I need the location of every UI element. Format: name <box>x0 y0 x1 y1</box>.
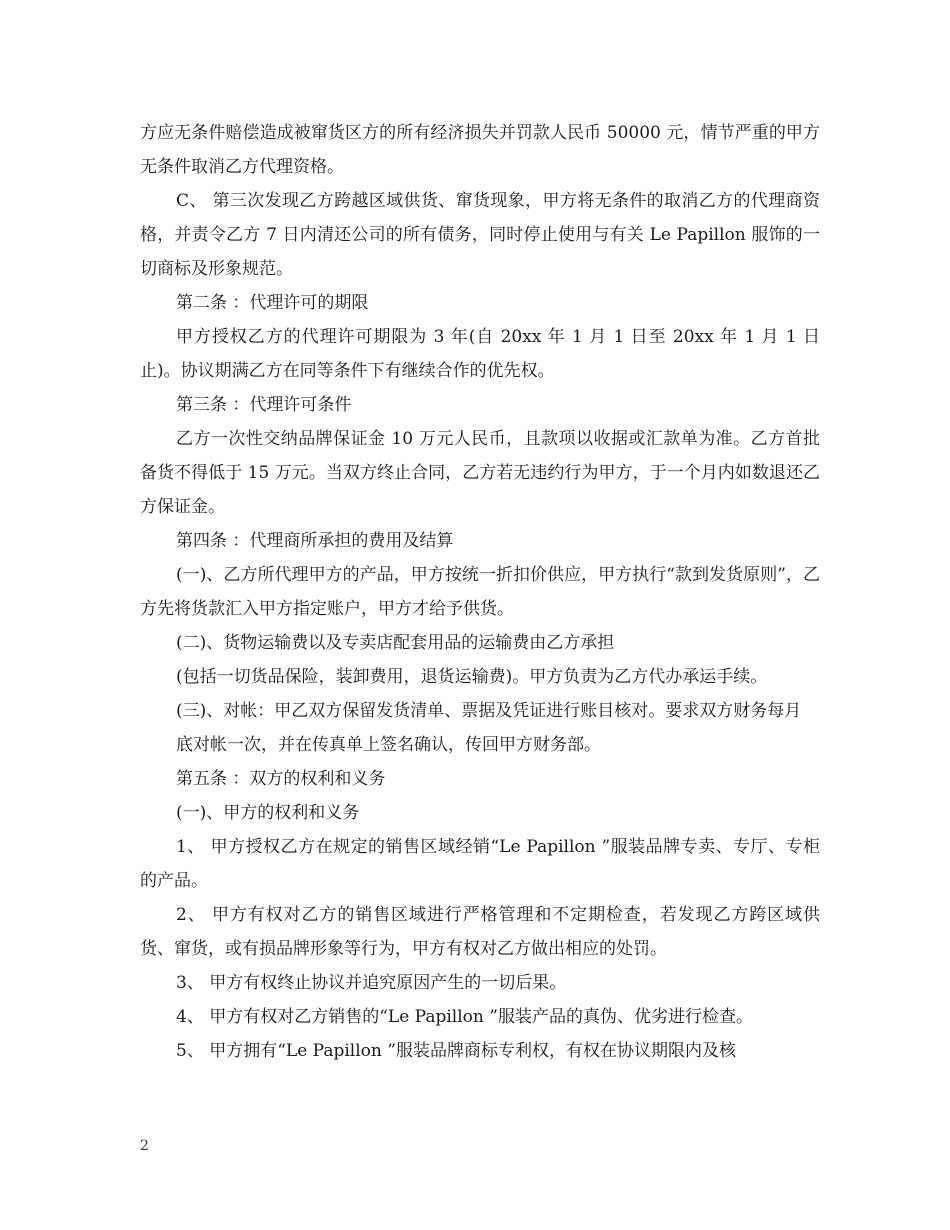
list-item: 1、 甲方授权乙方在规定的销售区域经销“Le Papillon ”服装品牌专卖、专厅、专柜的产品。 <box>140 837 820 891</box>
paragraph: (二)、货物运输费以及专卖店配套用品的运输费由乙方承担 <box>176 633 615 653</box>
subsection-heading: (一)、甲方的权利和义务 <box>176 803 360 823</box>
paragraph: (包括一切货品保险，装卸费用，退货运输费)。甲方负责为乙方代办承运手续。 <box>176 667 768 687</box>
paragraph: (三)、对帐：甲乙双方保留发货清单、票据及凭证进行账目核对。要求双方财务每月 <box>176 701 802 721</box>
paragraph: 乙方一次性交纳品牌保证金 10 万元人民币，且款项以收据或汇款单为准。乙方首批备货不得低于 15 万元。当双方终止合同，乙方若无违约行为甲方，于一个月内如数退还乙方保证金。 <box>140 429 820 517</box>
section-heading: 第三条 ：代理许可条件 <box>176 395 352 415</box>
paragraph: 底对帐一次，并在传真单上签名确认，传回甲方财务部。 <box>176 735 601 755</box>
page-number: 2 <box>140 1138 149 1154</box>
section-heading: 第二条 ：代理许可的期限 <box>176 293 369 313</box>
paragraph: (一)、乙方所代理甲方的产品，甲方按统一折扣价供应，甲方执行“款到发货原则”，乙方先将货款汇入甲方指定账户，甲方才给予供货。 <box>140 565 820 619</box>
section-heading: 第五条 ：双方的权利和义务 <box>176 769 386 789</box>
list-item: 3、 甲方有权终止协议并追究原因产生的一切后果。 <box>176 973 567 993</box>
list-item: 2、 甲方有权对乙方的销售区域进行严格管理和不定期检查，若发现乙方跨区域供货、窜货，或有损品牌形象等行为，甲方有权对乙方做出相应的处罚。 <box>140 905 820 959</box>
list-item: 4、 甲方有权对乙方销售的“Le Papillon ”服装产品的真伪、优劣进行检查。 <box>176 1007 753 1027</box>
document-body <box>140 116 820 1068</box>
paragraph: C、 第三次发现乙方跨越区域供货、窜货现象，甲方将无条件的取消乙方的代理商资格，并责令乙方 7 日内清还公司的所有债务，同时停止使用与有关 Le Papillon 服饰的一切商标及形象规范。 <box>140 191 820 279</box>
list-item: 5、 甲方拥有“Le Papillon ”服装品牌商标专利权，有权在协议期限内及核 <box>176 1041 736 1061</box>
section-heading: 第四条 ：代理商所承担的费用及结算 <box>176 531 454 551</box>
paragraph: 甲方授权乙方的代理许可期限为 3 年(自 20xx 年 1 月 1 日至 20xx 年 1 月 1 日止)。协议期满乙方在同等条件下有继续合作的优先权。 <box>140 327 820 381</box>
paragraph: 方应无条件赔偿造成被窜货区方的所有经济损失并罚款人民币 50000 元，情节严重的甲方无条件取消乙方代理资格。 <box>140 123 820 177</box>
